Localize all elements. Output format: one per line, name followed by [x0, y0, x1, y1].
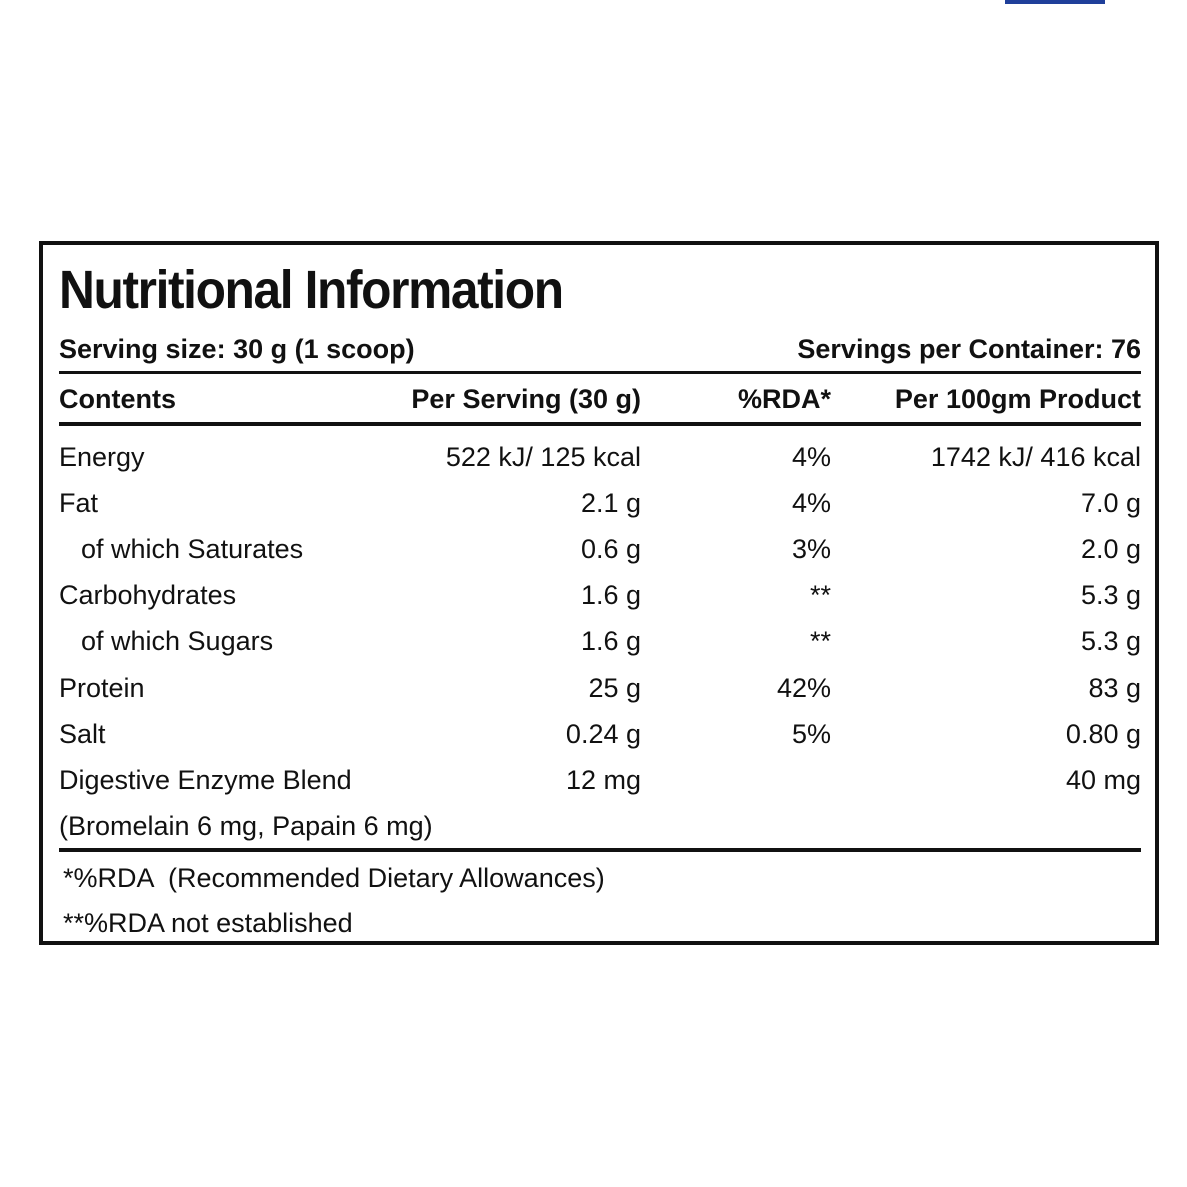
- row-per-100: 40 mg: [1065, 765, 1141, 795]
- table-row: [59, 575, 1141, 615]
- serving-info-row: [59, 329, 1141, 369]
- row-per-serving: 0.24 g: [565, 719, 641, 749]
- row-name: Fat: [59, 488, 99, 518]
- row-per-serving: 25 g: [588, 673, 641, 703]
- serving-size: Serving size: 30 g (1 scoop): [59, 334, 415, 364]
- servings-per-container: Servings per Container: 76: [797, 334, 1141, 364]
- row-rda: 42%: [776, 673, 831, 703]
- row-rda: 4%: [791, 442, 831, 472]
- nutrition-panel: [39, 241, 1159, 945]
- header-per-100: Per 100gm Product: [894, 384, 1141, 414]
- divider-footer: [59, 848, 1141, 852]
- row-name: of which Saturates: [81, 534, 304, 564]
- header-per-serving: Per Serving (30 g): [411, 384, 641, 414]
- row-per-serving: 2.1 g: [580, 488, 641, 518]
- row-per-serving: 12 mg: [565, 765, 641, 795]
- row-name: of which Sugars: [81, 626, 274, 656]
- table-row: [59, 621, 1141, 661]
- row-rda: **: [809, 626, 831, 656]
- header-contents: Contents: [59, 384, 176, 414]
- divider-top: [59, 371, 1141, 374]
- row-per-100: 0.80 g: [1065, 719, 1141, 749]
- table-row: [59, 483, 1141, 523]
- table-header: [59, 379, 1141, 419]
- row-per-100: 5.3 g: [1080, 626, 1141, 656]
- row-name: Salt: [59, 719, 106, 749]
- row-per-100: 1742 kJ/ 416 kcal: [930, 442, 1141, 472]
- table-row: [59, 714, 1141, 754]
- row-name: Energy: [59, 442, 145, 472]
- row-rda: 3%: [791, 534, 831, 564]
- panel-title: Nutritional Information: [59, 260, 563, 320]
- table-row: [59, 760, 1141, 800]
- row-name: Digestive Enzyme Blend: [59, 765, 352, 795]
- corner-brand-mark: [1005, 0, 1105, 4]
- row-name: Carbohydrates: [59, 580, 237, 610]
- footnote-rda: *%RDA (Recommended Dietary Allowances): [63, 863, 605, 893]
- table-row: [59, 668, 1141, 708]
- row-per-serving: 1.6 g: [580, 626, 641, 656]
- row-per-serving: 522 kJ/ 125 kcal: [445, 442, 641, 472]
- row-name: (Bromelain 6 mg, Papain 6 mg): [59, 811, 433, 841]
- table-row: [59, 529, 1141, 569]
- row-per-100: 7.0 g: [1080, 488, 1141, 518]
- divider-header: [59, 422, 1141, 426]
- table-row: [59, 806, 1141, 846]
- row-per-100: 83 g: [1088, 673, 1141, 703]
- row-rda: 4%: [791, 488, 831, 518]
- row-per-serving: 1.6 g: [580, 580, 641, 610]
- row-rda: 5%: [791, 719, 831, 749]
- row-per-serving: 0.6 g: [580, 534, 641, 564]
- header-rda: %RDA*: [737, 384, 831, 414]
- row-name: Protein: [59, 673, 145, 703]
- footnote-not-established: **%RDA not established: [63, 908, 353, 938]
- row-per-100: 2.0 g: [1080, 534, 1141, 564]
- row-rda: **: [809, 580, 831, 610]
- table-row: [59, 437, 1141, 477]
- row-per-100: 5.3 g: [1080, 580, 1141, 610]
